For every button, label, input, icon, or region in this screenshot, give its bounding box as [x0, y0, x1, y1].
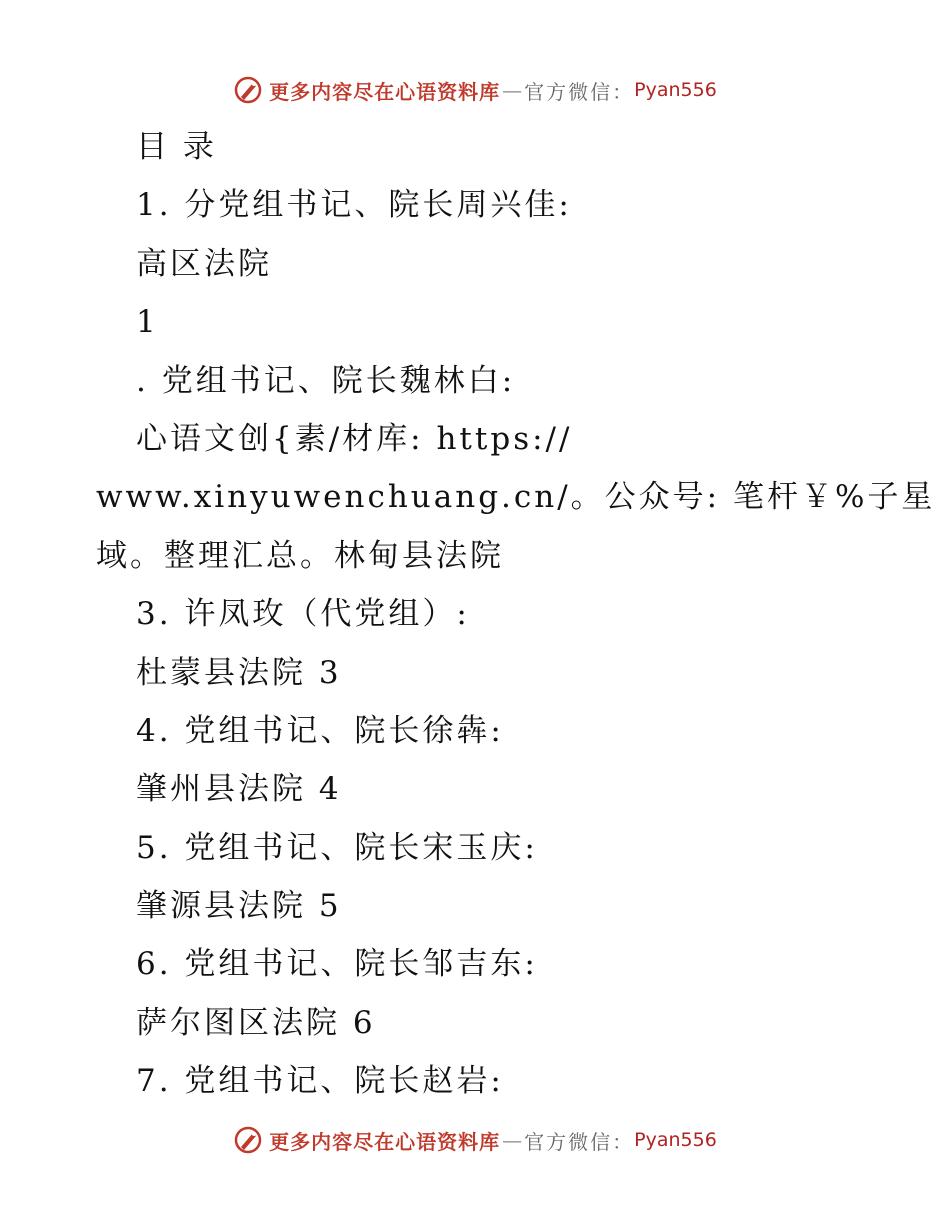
toc-entry-3: 3. 许凤玫（代党组）:: [136, 596, 470, 633]
watermark-site-text: 更多内容尽在心语资料库: [269, 1129, 501, 1154]
watermark-wechat-id: Pyan556: [634, 1129, 717, 1151]
toc-title: 目 录: [136, 129, 217, 165]
toc-entry-2: . 党组书记、院长魏林白:: [136, 362, 516, 399]
watermark-separator: —: [502, 78, 523, 102]
toc-court-3: 杜蒙县法院 3: [136, 654, 342, 691]
toc-entry-1: 1. 分党组书记、院长周兴佳:: [136, 187, 572, 224]
toc-court-6: 萨尔图区法院 6: [136, 1004, 376, 1041]
text-line: 域。整理汇总。林甸县法院: [96, 537, 504, 574]
document-body: [0, 118, 950, 1111]
text-line: 心语文创{素/材库: https://: [136, 420, 573, 457]
header-watermark: [0, 70, 950, 110]
toc-entry-7: 7. 党组书记、院长赵岩:: [136, 1063, 504, 1100]
pen-logo-icon: [233, 1125, 263, 1155]
toc-court-5: 肇源县法院 5: [136, 888, 342, 925]
text-line: www.xinyuwenchuang.cn/。公众号: 笔杆￥%子星: [96, 479, 936, 516]
footer-watermark: [0, 1120, 950, 1160]
toc-court-1: 高区法院: [136, 245, 272, 282]
toc-entry-6: 6. 党组书记、院长邹吉东:: [136, 946, 538, 983]
watermark-site-text: 更多内容尽在心语资料库: [269, 79, 501, 104]
watermark-wechat-label: 官方微信：: [524, 79, 635, 104]
watermark-separator: —: [502, 1128, 523, 1152]
toc-entry-4: 4. 党组书记、院长徐犇:: [136, 712, 504, 749]
toc-entry-5: 5. 党组书记、院长宋玉庆:: [136, 829, 538, 866]
watermark-wechat-label: 官方微信：: [524, 1129, 635, 1154]
pen-logo-icon: [233, 75, 263, 105]
toc-court-4: 肇州县法院 4: [136, 771, 342, 808]
watermark-wechat-id: Pyan556: [634, 79, 717, 101]
toc-page-number: 1: [136, 304, 159, 341]
